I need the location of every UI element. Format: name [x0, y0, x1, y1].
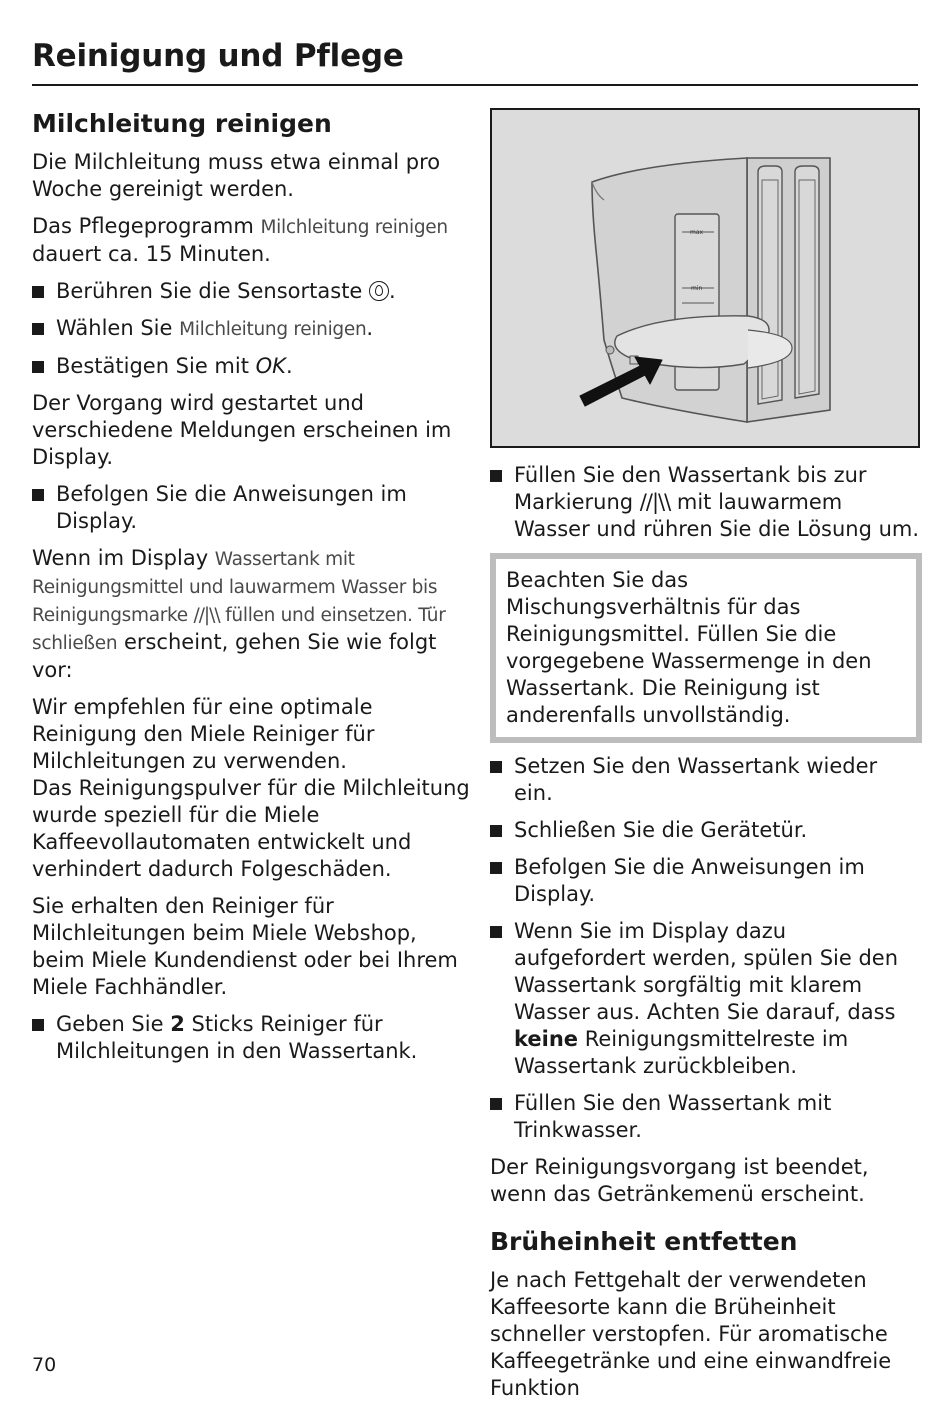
bullet-square — [490, 761, 502, 773]
done-paragraph: Der Reinigungsvorgang ist beendet, wenn das Getränkemenü erscheint. — [490, 1155, 869, 1206]
step-suffix: . — [285, 353, 293, 378]
step-list-1 — [32, 278, 470, 380]
step-insert-tank — [490, 753, 922, 807]
section-heading-brew-unit: Brüheinheit entfetten — [490, 1227, 798, 1256]
step-add-sticks — [32, 1011, 470, 1065]
step-suffix: . — [389, 278, 396, 303]
display-text-program: Milchleitung reinigen — [260, 216, 448, 238]
step-fill-drinking-water — [490, 1090, 922, 1144]
step-suffix: . — [366, 315, 374, 340]
bullet-square — [32, 1019, 44, 1031]
display-text-program: Milchleitung reinigen — [179, 318, 367, 340]
page-number: 70 — [32, 1354, 57, 1376]
stick-count: 2 — [170, 1011, 185, 1036]
step-fill-tank — [490, 462, 922, 543]
display-message-b: füllen und einsetzen. Tür schließen — [32, 604, 446, 654]
step-text: Schließen Sie die Gerätetür. — [514, 818, 808, 842]
note-text: Beachten Sie das Mischungsverhältnis für das Reinigungsmittel. Füllen Sie die vorgegebene Wassermenge in den Wassertank. Die Reinigung ist anderenfalls unvollständig. — [506, 568, 872, 727]
note-box — [490, 553, 922, 743]
step-list-4 — [490, 462, 922, 543]
step-text: Füllen Sie den Wassertank mit Trinkwasser. — [514, 1091, 832, 1142]
right-column — [490, 108, 922, 1412]
step-list-2 — [32, 481, 470, 535]
step-text: Füllen Sie den Wassertank bis zur Markierung — [514, 463, 867, 514]
step-touch-sensor — [32, 278, 470, 305]
step-text: Wählen Sie — [56, 315, 180, 340]
water-tank-illustration — [490, 108, 920, 448]
water-tank-drawing — [492, 110, 918, 446]
step-list-5 — [490, 753, 922, 1144]
display-suffix: erscheint, gehen Sie wie folgt vor: — [32, 629, 437, 682]
duration-paragraph — [32, 213, 470, 268]
water-drop-sensor-icon — [369, 281, 389, 301]
step-text: Wenn Sie im Display dazu aufgefordert werden, spülen Sie den Wassertank sorgfältig mit klarem Wasser aus. Achten Sie darauf, dass — [514, 919, 899, 1024]
step-text: Geben Sie — [56, 1011, 171, 1036]
step-close-door — [490, 817, 922, 844]
bullet-square — [32, 323, 44, 335]
step-suffix: Reinigungsmittelreste im Wassertank zurückbleiben. — [514, 1027, 849, 1078]
cleaning-mark-icon: //|\\ — [639, 490, 671, 514]
intro-paragraph: Die Milchleitung muss etwa einmal pro Woche gereinigt werden. — [32, 149, 441, 201]
emphasis-keine: keine — [514, 1027, 579, 1051]
min-label: min — [691, 285, 703, 292]
shop-paragraph: Sie erhalten den Reiniger für Milchleitungen beim Miele Webshop, beim Miele Kundendienst oder bei Ihrem Miele Fachhändler. — [32, 893, 458, 999]
section-heading-milk-line: Milchleitung reinigen — [32, 109, 332, 138]
bullet-square — [490, 1098, 502, 1110]
bullet-square — [490, 926, 502, 938]
step-suffix: mit lauwarmem Wasser und rühren Sie die Lösung um. — [514, 490, 920, 541]
step-suffix: Sticks Reiniger für Milchleitungen in den Wassertank. — [56, 1011, 418, 1063]
step-text: Berühren Sie die Sensortaste — [56, 278, 370, 303]
left-column — [32, 108, 470, 1075]
cleaning-mark-icon: //|\\ — [193, 604, 220, 626]
display-message-paragraph — [32, 545, 470, 684]
bullet-square — [490, 825, 502, 837]
bullet-square — [32, 489, 44, 501]
step-select-program — [32, 315, 470, 343]
max-label: max — [690, 229, 704, 236]
bullet-square — [32, 286, 44, 298]
display-message-a: Wassertank mit Reinigungsmittel und lauwarmem Wasser bis Reinigungsmarke — [32, 548, 438, 626]
step-confirm-ok — [32, 353, 470, 380]
duration-suffix: dauert ca. 15 Minuten. — [32, 241, 271, 266]
duration-prefix: Das Pflegeprogramm — [32, 213, 261, 238]
bullet-square — [490, 470, 502, 482]
display-prefix: Wenn im Display — [32, 545, 215, 570]
step-text: Setzen Sie den Wassertank wieder ein. — [514, 754, 878, 805]
title-rule — [32, 84, 918, 86]
page-title: Reinigung und Pflege — [32, 38, 404, 74]
step-list-3 — [32, 1011, 470, 1065]
bullet-square — [32, 361, 44, 373]
step-follow-instructions — [490, 854, 922, 908]
step-text: Befolgen Sie die Anweisungen im Display. — [56, 481, 407, 533]
process-paragraph: Der Vorgang wird gestartet und verschiedene Meldungen erscheinen im Display. — [32, 390, 452, 469]
degrease-paragraph: Je nach Fettgehalt der verwendeten Kaffeesorte kann die Brüheinheit schneller verstopfen. Für aromatische Kaffeegetränke und eine einwandfreie Funktion — [490, 1267, 892, 1400]
step-text: Bestätigen Sie mit — [56, 353, 256, 378]
step-text: Befolgen Sie die Anweisungen im Display. — [514, 855, 865, 906]
recommend-paragraph-2: Das Reinigungspulver für die Milchleitung wurde speziell für die Miele Kaffeevollautomaten entwickelt und verhindert dadurch Folgeschäden. — [32, 775, 470, 881]
ok-label: OK — [255, 353, 286, 378]
step-follow-instructions — [32, 481, 470, 535]
step-rinse-tank — [490, 918, 922, 1080]
bullet-square — [490, 862, 502, 874]
recommend-paragraph-1: Wir empfehlen für eine optimale Reinigung den Miele Reiniger für Milchleitungen zu verwenden. — [32, 694, 375, 773]
